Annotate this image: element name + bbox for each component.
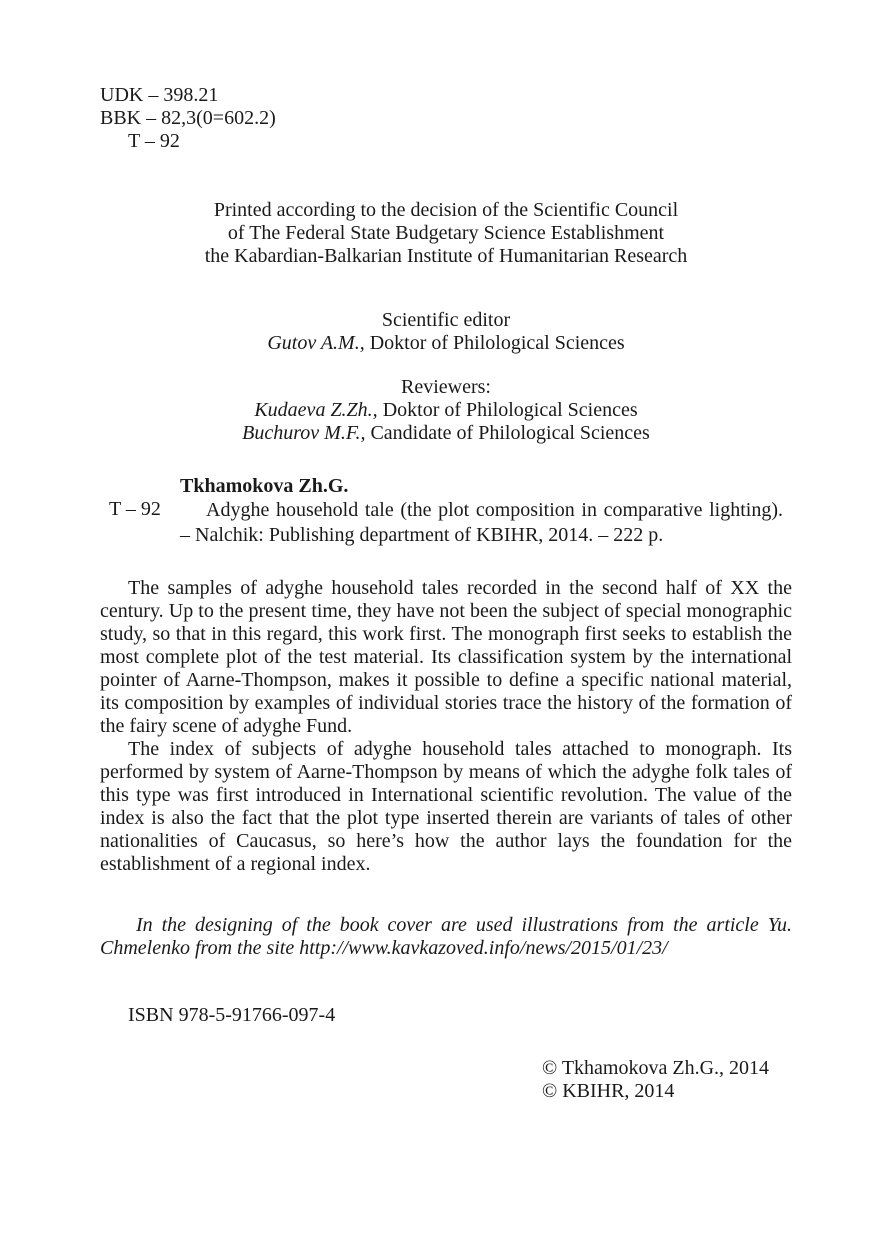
biblio-author: Tkhamokova Zh.G. (180, 475, 349, 497)
reviewer-name: Buchurov M.F., (242, 422, 366, 444)
scientific-editor-block (100, 309, 792, 355)
reviewers-block (100, 376, 792, 445)
printed-by-line-3: the Kabardian-Balkarian Institute of Humanitarian Research (204, 245, 688, 267)
abstract (100, 577, 792, 876)
biblio-description: Adyghe household tale (the plot composition in comparative lighting). – Nalchik: Publishing department of KBIHR, 2014. – 222 p. (180, 499, 783, 546)
editor-heading: Scientific editor (381, 309, 511, 331)
reviewer-title: Doktor of Philological Sciences (377, 399, 638, 421)
bbk-code: BBK – 82,3(0=602.2) (100, 107, 276, 129)
author-mark: T – 92 (128, 130, 180, 152)
editor-name: Gutov A.M., (267, 332, 365, 354)
printed-by-notice (100, 199, 792, 268)
editor-line (100, 332, 792, 355)
editor-title: Doktor of Philological Sciences (364, 332, 625, 354)
printed-by-line-1: Printed according to the decision of the Scientific Council (213, 199, 679, 221)
reviewer-line (100, 399, 792, 422)
reviewers-heading: Reviewers: (401, 376, 491, 398)
cover-note: In the designing of the book cover are used illustrations from the article Yu. Chmelenko from the site http://www.kavkazoved.info/news/2015/01/23/ (100, 914, 792, 959)
reviewer-line (100, 422, 792, 445)
isbn: ISBN 978-5-91766-097-4 (128, 1004, 336, 1026)
reviewer-title: Candidate of Philological Sciences (365, 422, 650, 444)
copyright-author: © Tkhamokova Zh.G., 2014 (542, 1057, 770, 1079)
printed-by-line-2: of The Federal State Budgetary Science Establishment (227, 222, 665, 244)
abstract-paragraph: The index of subjects of adyghe household tales attached to monograph. Its performed by system of Aarne-Thompson by means of which the adyghe folk tales of this type was first introduced in International scientific revolution. The value of the index is also the fact that the plot type inserted therein are variants of tales of other nationalities of Caucasus, so here’s how the author lays the foundation for the establishment of a regional index. (100, 738, 792, 875)
udk-code: UDK – 398.21 (100, 84, 219, 106)
biblio-code: T – 92 (109, 498, 161, 520)
abstract-paragraph: The samples of adyghe household tales recorded in the second half of XX the century. Up to the present time, they have not been the subject of special monographic study, so that in this regard, this work first. The monograph first seeks to establish the most complete plot of the test material. Its classification system by the international pointer of Aarne-Thompson, makes it possible to define a specific national material, its composition by examples of individual stories trace the history of the formation of the fairy scene of adyghe Fund. (100, 577, 792, 737)
copyright-block (542, 1057, 769, 1103)
classification-codes (100, 84, 276, 153)
copyright-publisher: © KBIHR, 2014 (542, 1080, 675, 1102)
reviewer-name: Kudaeva Z.Zh., (254, 399, 378, 421)
